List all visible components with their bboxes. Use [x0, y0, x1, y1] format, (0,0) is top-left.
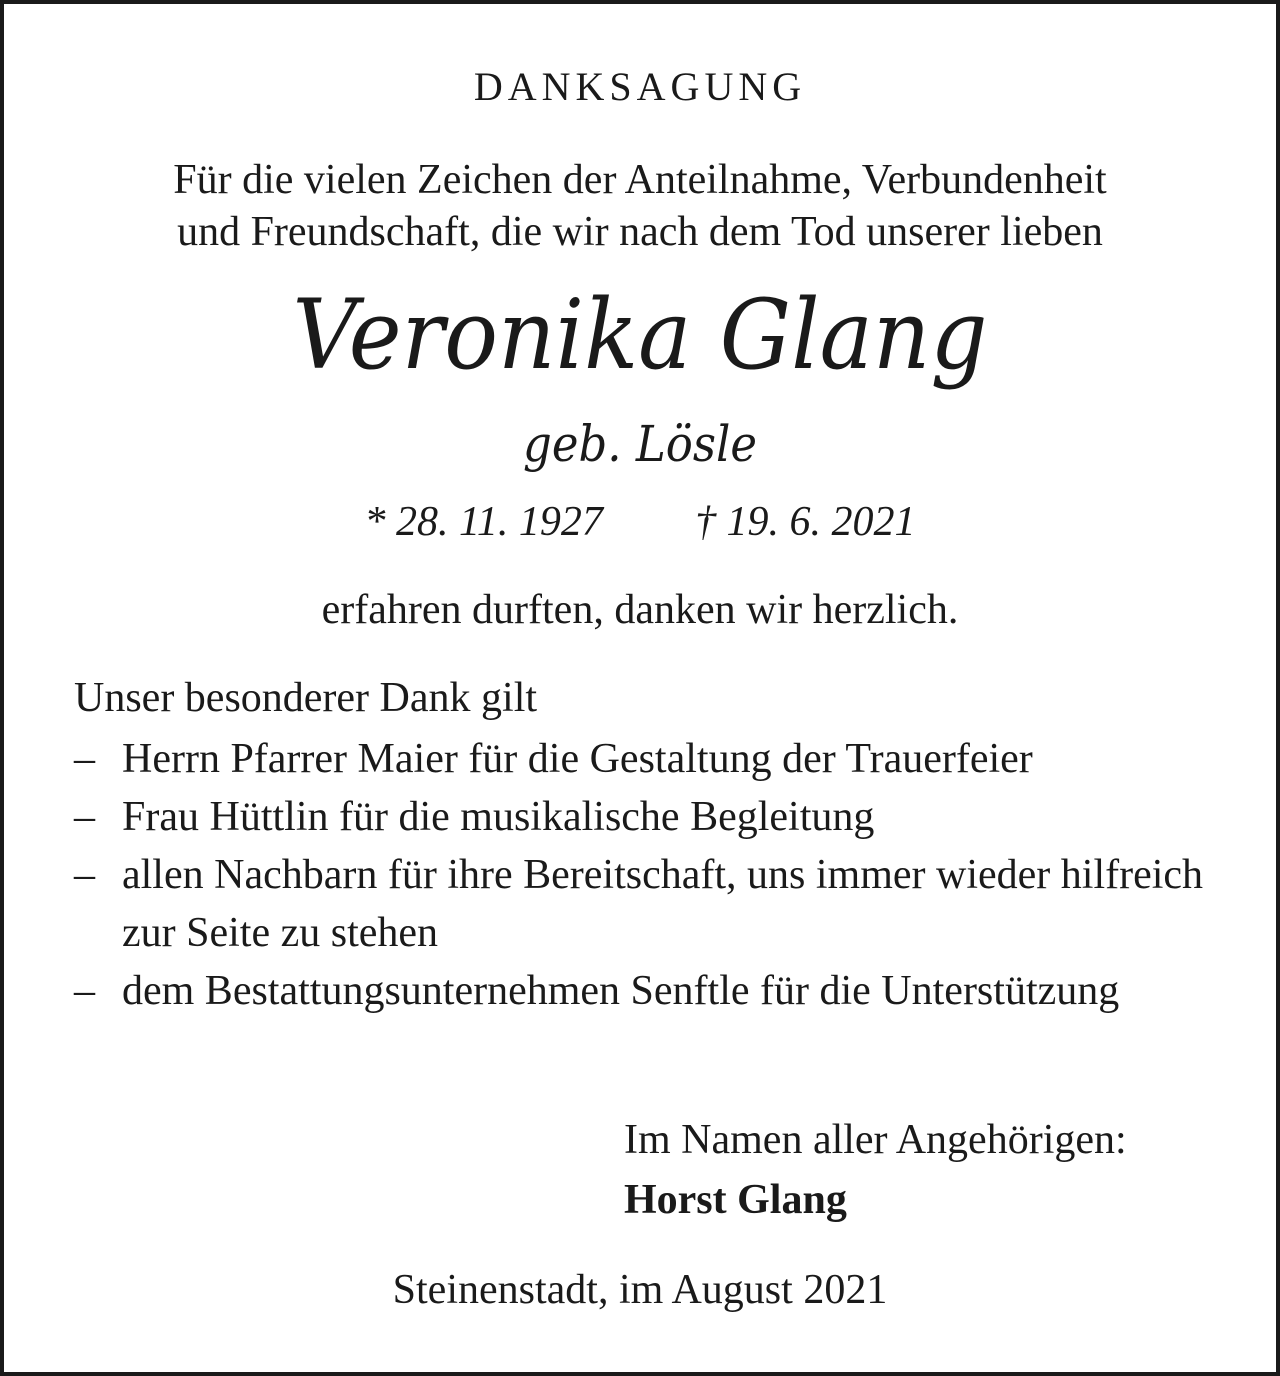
death-date: † 19. 6. 2021: [694, 499, 916, 545]
intro-line: Für die vielen Zeichen der Anteilnahme, Verbundenheit: [173, 157, 1107, 203]
intro-text: [0, 154, 1280, 258]
life-dates: [0, 494, 1280, 550]
dash-bullet: –: [74, 968, 95, 1014]
signature-intro: Im Namen aller Angehörigen:: [624, 1117, 1127, 1163]
list-item-text: Frau Hüttlin für die musikalische Begleitung: [122, 794, 875, 840]
list-item: [74, 788, 1214, 846]
list-item-text: allen Nachbarn für ihre Bereitschaft, uns immer wieder hilfreich zur Seite zu stehen: [122, 852, 1204, 956]
dash-bullet: –: [74, 736, 95, 782]
notice-title: DANKSAGUNG: [473, 64, 807, 109]
list-item-text: dem Bestattungsunternehmen Senftle für die Unterstützung: [122, 968, 1120, 1014]
birth-date: * 28. 11. 1927: [364, 499, 603, 545]
deceased-name: Veronika Glang: [292, 279, 988, 391]
dash-bullet: –: [74, 852, 95, 898]
list-item-text: Herrn Pfarrer Maier für die Gestaltung der Trauerfeier: [122, 736, 1033, 782]
special-thanks-intro: Unser besonderer Dank gilt: [74, 675, 538, 721]
list-item: [74, 962, 1214, 1020]
signer-name: Horst Glang: [624, 1177, 847, 1223]
thanks-line: erfahren durften, danken wir herzlich.: [321, 587, 959, 633]
signature-block: [624, 1112, 1127, 1228]
intro-line: und Freundschaft, die wir nach dem Tod unserer lieben: [177, 209, 1103, 255]
maiden-name: geb. Lösle: [523, 415, 757, 473]
list-item: [74, 846, 1214, 962]
place-date: Steinenstadt, im August 2021: [392, 1267, 888, 1313]
dash-bullet: –: [74, 794, 95, 840]
list-item: [74, 730, 1214, 788]
thanks-list: [74, 730, 1214, 1020]
